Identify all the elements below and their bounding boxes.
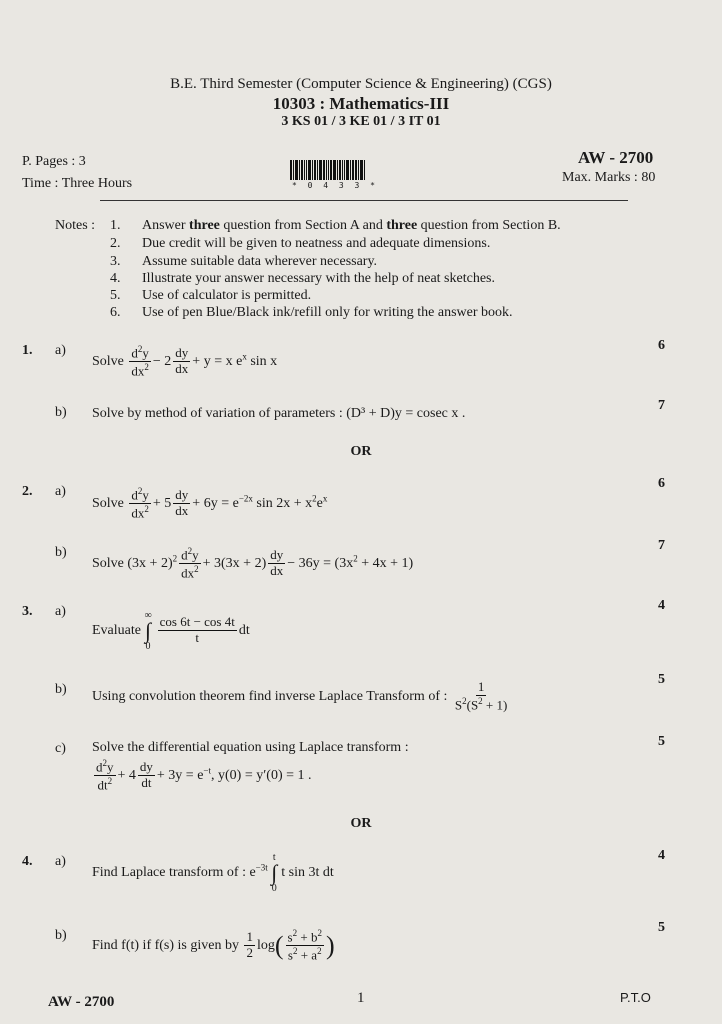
question-4a: Find Laplace transform of : $e^{-3t}$ t ∫ 0 t sin 3t dt [92, 852, 334, 894]
barcode-number: * 0 4 3 3 * [292, 181, 378, 190]
part-label: a) [55, 484, 66, 499]
barcode [290, 160, 380, 180]
marks: 5 [658, 920, 665, 935]
page-number: 1 [357, 990, 365, 1006]
part-label: b) [55, 545, 67, 560]
question-number: 2. [22, 484, 33, 499]
part-label: a) [55, 854, 66, 869]
marks: 6 [658, 476, 665, 491]
note-item: 1. Answer three question from Section A and three question from Section B. [110, 218, 561, 233]
question-3a: Evaluate ∞ ∫ 0 $\frac{\cos 6t - \cos 4t}{t}$ dt [92, 610, 250, 652]
marks: 5 [658, 734, 665, 749]
max-marks: Max. Marks : 80 [562, 170, 656, 185]
question-1a: Solve $\frac{d^2y}{dx^2}$ − 2 $\frac{dy}{dx}$ + y = x $e^x$ sin x [92, 344, 278, 379]
question-3c: Solve the differential equation using Laplace transform : [92, 740, 409, 755]
question-3b: Using convolution theorem find inverse Laplace Transform of : $\frac{1}{S^2(S^2 + 1)}$ [92, 679, 508, 713]
part-label: a) [55, 343, 66, 358]
part-label: b) [55, 405, 67, 420]
note-item: 2. Due credit will be given to neatness and adequate dimensions. [110, 236, 491, 251]
question-number: 1. [22, 343, 33, 358]
marks: 5 [658, 672, 665, 687]
or-separator: OR [350, 816, 372, 831]
part-label: a) [55, 604, 66, 619]
exam-program: B.E. Third Semester (Computer Science & Engineering) (CGS) [170, 76, 552, 92]
course-codes: 3 KS 01 / 3 KE 01 / 3 IT 01 [281, 114, 441, 129]
notes-label: Notes : [55, 218, 96, 233]
note-item: 6. Use of pen Blue/Black ink/refill only for writing the answer book. [110, 305, 513, 320]
question-4b: Find f(t) if f(s) is given by $\frac{1}{2}$ log( $\frac{s^2 + b^2}{s^2 + a^2}$ ) [92, 928, 335, 963]
marks: 6 [658, 338, 665, 353]
page-count: P. Pages : 3 [22, 154, 86, 169]
header-divider [100, 200, 628, 201]
marks: 4 [658, 598, 665, 613]
paper-title: 10303 : Mathematics-III [272, 94, 450, 113]
marks: 4 [658, 848, 665, 863]
paper-code: AW - 2700 [578, 148, 654, 167]
footer-code: AW - 2700 [48, 994, 115, 1010]
or-separator: OR [350, 444, 372, 459]
note-item: 4. Illustrate your answer necessary with the help of neat sketches. [110, 271, 495, 286]
question-2a: Solve $\frac{d^2y}{dx^2}$ + 5 $\frac{dy}{dx}$ + $6y = e^{-2x}$ $\sin 2x + x^2e^x$ [92, 486, 328, 521]
part-label: c) [55, 741, 66, 756]
question-number: 3. [22, 604, 33, 619]
question-3c-equation: $\frac{d^2y}{dt^2}$ + 4 $\frac{dy}{dt}$ + $3y = e^{-t}$, y(0) = y′(0) = 1 . [96, 758, 312, 793]
part-label: b) [55, 928, 67, 943]
question-number: 4. [22, 854, 33, 869]
marks: 7 [658, 538, 665, 553]
question-1b: Solve by method of variation of parameters : (D³ + D)y = cosec x . [92, 406, 466, 421]
part-label: b) [55, 682, 67, 697]
note-item: 5. Use of calculator is permitted. [110, 288, 312, 303]
marks: 7 [658, 398, 665, 413]
exam-time: Time : Three Hours [22, 176, 133, 191]
question-2b: Solve $(3x + 2)^2$ $\frac{d^2y}{dx^2}$ + 3(3x + 2) $\frac{dy}{dx}$ − $36y = (3x^2 + 4x + 1)$ [92, 546, 414, 581]
please-turn-over: P.T.O [620, 990, 651, 1005]
note-item: 3. Assume suitable data wherever necessary. [110, 254, 378, 269]
